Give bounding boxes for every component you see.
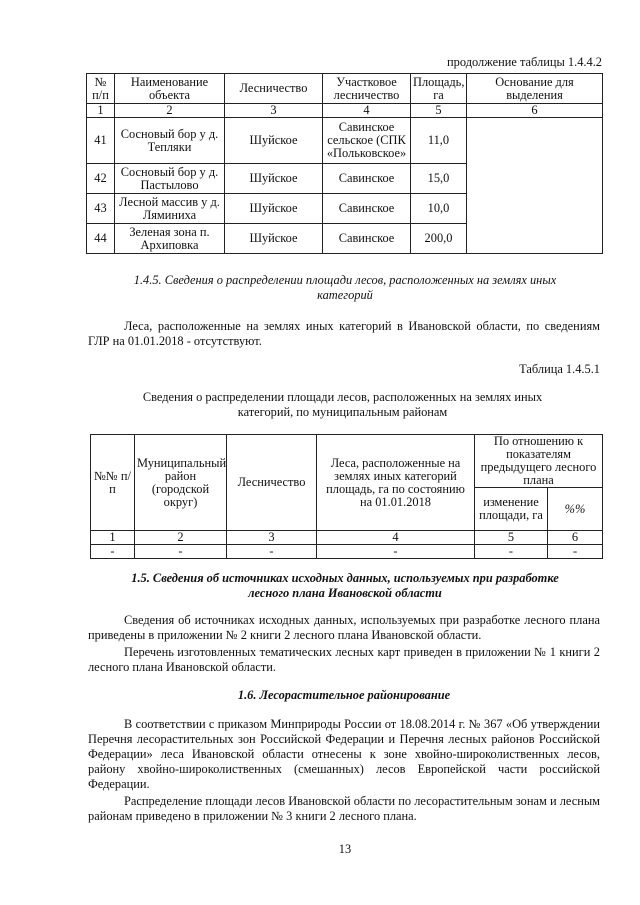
col-number: 3 bbox=[227, 531, 317, 545]
forestry-name: Шуйское bbox=[225, 194, 323, 224]
table-1-4-5-1-title: Сведения о распределении площади лесов, расположенных на землях иных категорий, по муниципальным районам bbox=[142, 390, 543, 419]
col-number: 2 bbox=[135, 531, 227, 545]
col-header-municipal: Муниципальный район (городской округ) bbox=[135, 435, 227, 531]
object-name: Сосновый бор у д. Пастылово bbox=[115, 164, 225, 194]
row-number: 42 bbox=[87, 164, 115, 194]
col-header-relation: По отношению к показателям предыдущего лесного плана bbox=[475, 435, 603, 488]
column-number-row bbox=[87, 104, 603, 118]
forestry-name: Шуйское bbox=[225, 118, 323, 164]
section-1-5-heading: 1.5. Сведения об источниках исходных данных, используемых при разработке лесного плана Ивановской области bbox=[131, 571, 559, 600]
row-number: 43 bbox=[87, 194, 115, 224]
area-value: 10,0 bbox=[411, 194, 467, 224]
dash-cell: - bbox=[91, 545, 135, 559]
dash-cell: - bbox=[548, 545, 603, 559]
object-name: Зеленая зона п. Архиповка bbox=[115, 224, 225, 254]
forestry-name: Шуйское bbox=[225, 224, 323, 254]
col-number: 4 bbox=[317, 531, 475, 545]
col-number: 3 bbox=[225, 104, 323, 118]
col-header-name: Наименование объекта bbox=[115, 74, 225, 104]
dash-cell: - bbox=[475, 545, 548, 559]
section-1-4-5-paragraph: Леса, расположенные на землях иных категорий в Ивановской области, по сведениям ГЛР на 01.01.2018 - отсутствуют. bbox=[88, 319, 600, 348]
table-1-4-5-1-label: Таблица 1.4.5.1 bbox=[519, 362, 600, 376]
section-1-5-paragraph-1: Сведения об источниках исходных данных, используемых при разработке лесного плана приведены в приложении № 2 книги 2 лесного плана Ивановской области. bbox=[88, 613, 600, 642]
col-header-area: Площадь, га bbox=[411, 74, 467, 104]
col-number: 4 bbox=[323, 104, 411, 118]
section-1-6-paragraph-2: Распределение площади лесов Ивановской области по лесорастительным зонам и лесным районам приведено в приложении № 3 книги 2 лесного плана. bbox=[88, 794, 600, 823]
area-value: 15,0 bbox=[411, 164, 467, 194]
dash-cell: - bbox=[317, 545, 475, 559]
page-number: 13 bbox=[338, 842, 352, 856]
col-header-num: №№ п/п bbox=[91, 435, 135, 531]
col-number: 6 bbox=[548, 531, 603, 545]
col-header-basis: Основание для выделения bbox=[467, 74, 603, 104]
district-name: Савинское bbox=[323, 164, 411, 194]
area-value: 11,0 bbox=[411, 118, 467, 164]
col-header-change: изменение площади, га bbox=[475, 488, 548, 531]
col-number: 1 bbox=[87, 104, 115, 118]
col-number: 6 bbox=[467, 104, 603, 118]
table-header-row bbox=[87, 74, 603, 104]
district-name: Савинское сельское (СПК «Польковское» bbox=[323, 118, 411, 164]
object-name: Сосновый бор у д. Тепляки bbox=[115, 118, 225, 164]
other-lands-table bbox=[90, 434, 603, 559]
col-number: 2 bbox=[115, 104, 225, 118]
col-header-district: Участковое лесничество bbox=[323, 74, 411, 104]
table-header-row bbox=[91, 435, 603, 488]
section-1-6-heading: 1.6. Лесорастительное районирование bbox=[237, 688, 451, 702]
forestry-name: Шуйское bbox=[225, 164, 323, 194]
row-number: 44 bbox=[87, 224, 115, 254]
col-header-forestry: Лесничество bbox=[225, 74, 323, 104]
table-continuation-label: продолжение таблицы 1.4.4.2 bbox=[447, 55, 602, 69]
col-header-num: № п/п bbox=[87, 74, 115, 104]
section-1-5-paragraph-2: Перечень изготовленных тематических лесных карт приведен в приложении № 1 книги 2 лесного плана Ивановской области. bbox=[88, 645, 600, 674]
object-name: Лесной массив у д. Ляминиха bbox=[115, 194, 225, 224]
col-header-forests-area: Леса, расположенные на землях иных категорий площадь, га по состоянию на 01.01.2018 bbox=[317, 435, 475, 531]
objects-table bbox=[86, 73, 603, 254]
basis-cell bbox=[467, 118, 603, 254]
area-value: 200,0 bbox=[411, 224, 467, 254]
section-1-4-5-heading: 1.4.5. Сведения о распределении площади лесов, расположенных на землях иных категорий bbox=[133, 273, 557, 302]
col-header-pct: %% bbox=[548, 488, 603, 531]
dash-cell: - bbox=[135, 545, 227, 559]
col-header-forestry: Лесничество bbox=[227, 435, 317, 531]
section-1-6-paragraph-1: В соответствии с приказом Минприроды России от 18.08.2014 г. № 367 «Об утверждении Перечня лесорастительных зон Российской Федерации и Перечня лесных районов Российской Федерации» леса Ивановской области отнесены к зоне хвойно-широколиственных лесов, району хвойно-широколиственных (смешанных) лесов Европейской части российской Федерации. bbox=[88, 717, 600, 791]
column-number-row bbox=[91, 531, 603, 545]
col-number: 1 bbox=[91, 531, 135, 545]
dash-cell: - bbox=[227, 545, 317, 559]
row-number: 41 bbox=[87, 118, 115, 164]
col-number: 5 bbox=[475, 531, 548, 545]
district-name: Савинское bbox=[323, 194, 411, 224]
col-number: 5 bbox=[411, 104, 467, 118]
district-name: Савинское bbox=[323, 224, 411, 254]
table-row bbox=[87, 118, 603, 164]
table-row bbox=[91, 545, 603, 559]
